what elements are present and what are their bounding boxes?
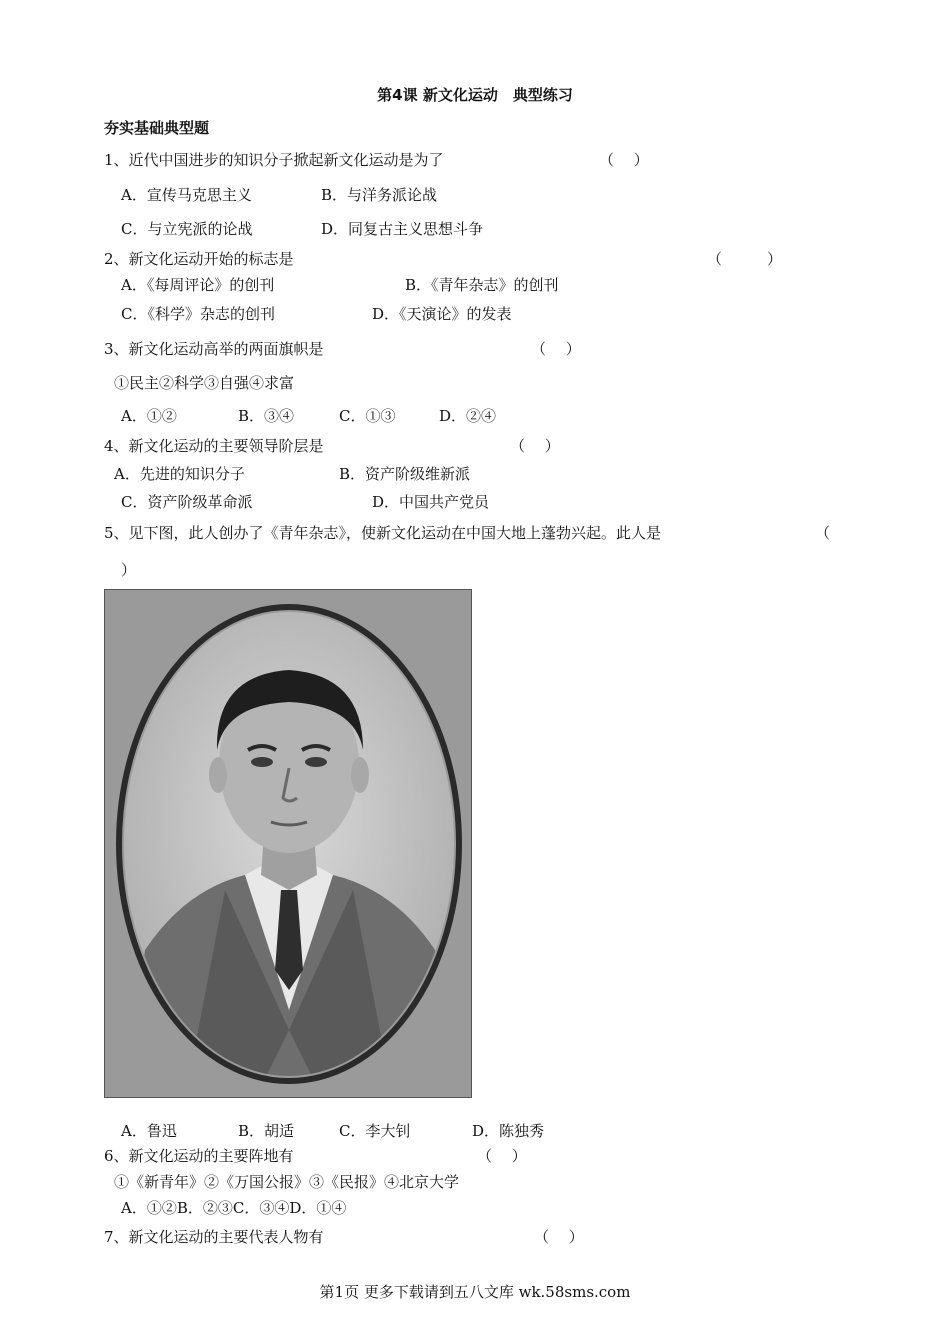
question-4-option-c: C．资产阶级革命派 [121,493,253,511]
question-5-option-d: D．陈独秀 [472,1122,545,1140]
question-5-paren-close: ） [121,561,137,579]
question-1-stem: 1、近代中国进步的知识分子掀起新文化运动是为了 [104,151,444,169]
question-7-stem: 7、新文化运动的主要代表人物有 [104,1228,324,1246]
question-5-paren-open: （ [815,524,831,542]
question-6-stem: 6、新文化运动的主要阵地有 [104,1147,294,1165]
question-1-paren: （ ） [599,151,649,169]
question-6-options: A．①②B．②③C．③④D．①④ [121,1199,347,1217]
section-heading: 夯实基础典型题 [104,119,210,137]
question-4-option-a: A．先进的知识分子 [114,465,245,483]
question-7-paren: （ ） [534,1228,584,1246]
question-1-option-a: A．宣传马克思主义 [121,186,252,204]
question-2-option-a: A．《每周评论》的创刊 [121,276,275,294]
question-4-paren: （ ） [510,437,560,455]
question-3-option-c: C．①③ [339,407,396,425]
question-6-items: ①《新青年》②《万国公报》③《民报》④北京大学 [114,1173,460,1191]
question-1-option-d: D．同复古主义思想斗争 [321,220,484,238]
question-2-option-c: C．《科学》杂志的创刊 [121,305,275,323]
question-3-option-b: B．③④ [238,407,295,425]
portrait-illustration [105,590,472,1098]
question-2-option-b: B．《青年杂志》的创刊 [405,276,559,294]
question-4-stem: 4、新文化运动的主要领导阶层是 [104,437,324,455]
question-3-stem: 3、新文化运动高举的两面旗帜是 [104,340,324,358]
question-3-paren: （ ） [531,340,581,358]
question-3-items: ①民主②科学③自强④求富 [114,374,295,392]
question-5-option-b: B．胡适 [238,1122,295,1140]
question-1-option-b: B．与洋务派论战 [321,186,438,204]
question-5-option-c: C．李大钊 [339,1122,411,1140]
question-6-paren: （ ） [477,1147,527,1165]
question-2-paren: （ ） [707,250,783,268]
page-footer: 第1页 更多下载请到五八文库 wk.58sms.com [319,1283,631,1301]
question-4-option-d: D．中国共产党员 [372,493,490,511]
question-5-stem: 5、见下图，此人创办了《青年杂志》，使新文化运动在中国大地上蓬勃兴起。此人是 [104,524,662,542]
question-3-option-d: D．②④ [439,407,497,425]
question-5-option-a: A．鲁迅 [121,1122,177,1140]
question-4-option-b: B．资产阶级维新派 [339,465,471,483]
question-2-option-d: D．《天演论》的发表 [372,305,512,323]
portrait-photo [104,589,472,1098]
question-3-option-a: A．①② [121,407,177,425]
question-2-stem: 2、新文化运动开始的标志是 [104,250,294,268]
question-1-option-c: C．与立宪派的论战 [121,220,253,238]
page-title: 第4课 新文化运动 典型练习 [377,86,573,104]
